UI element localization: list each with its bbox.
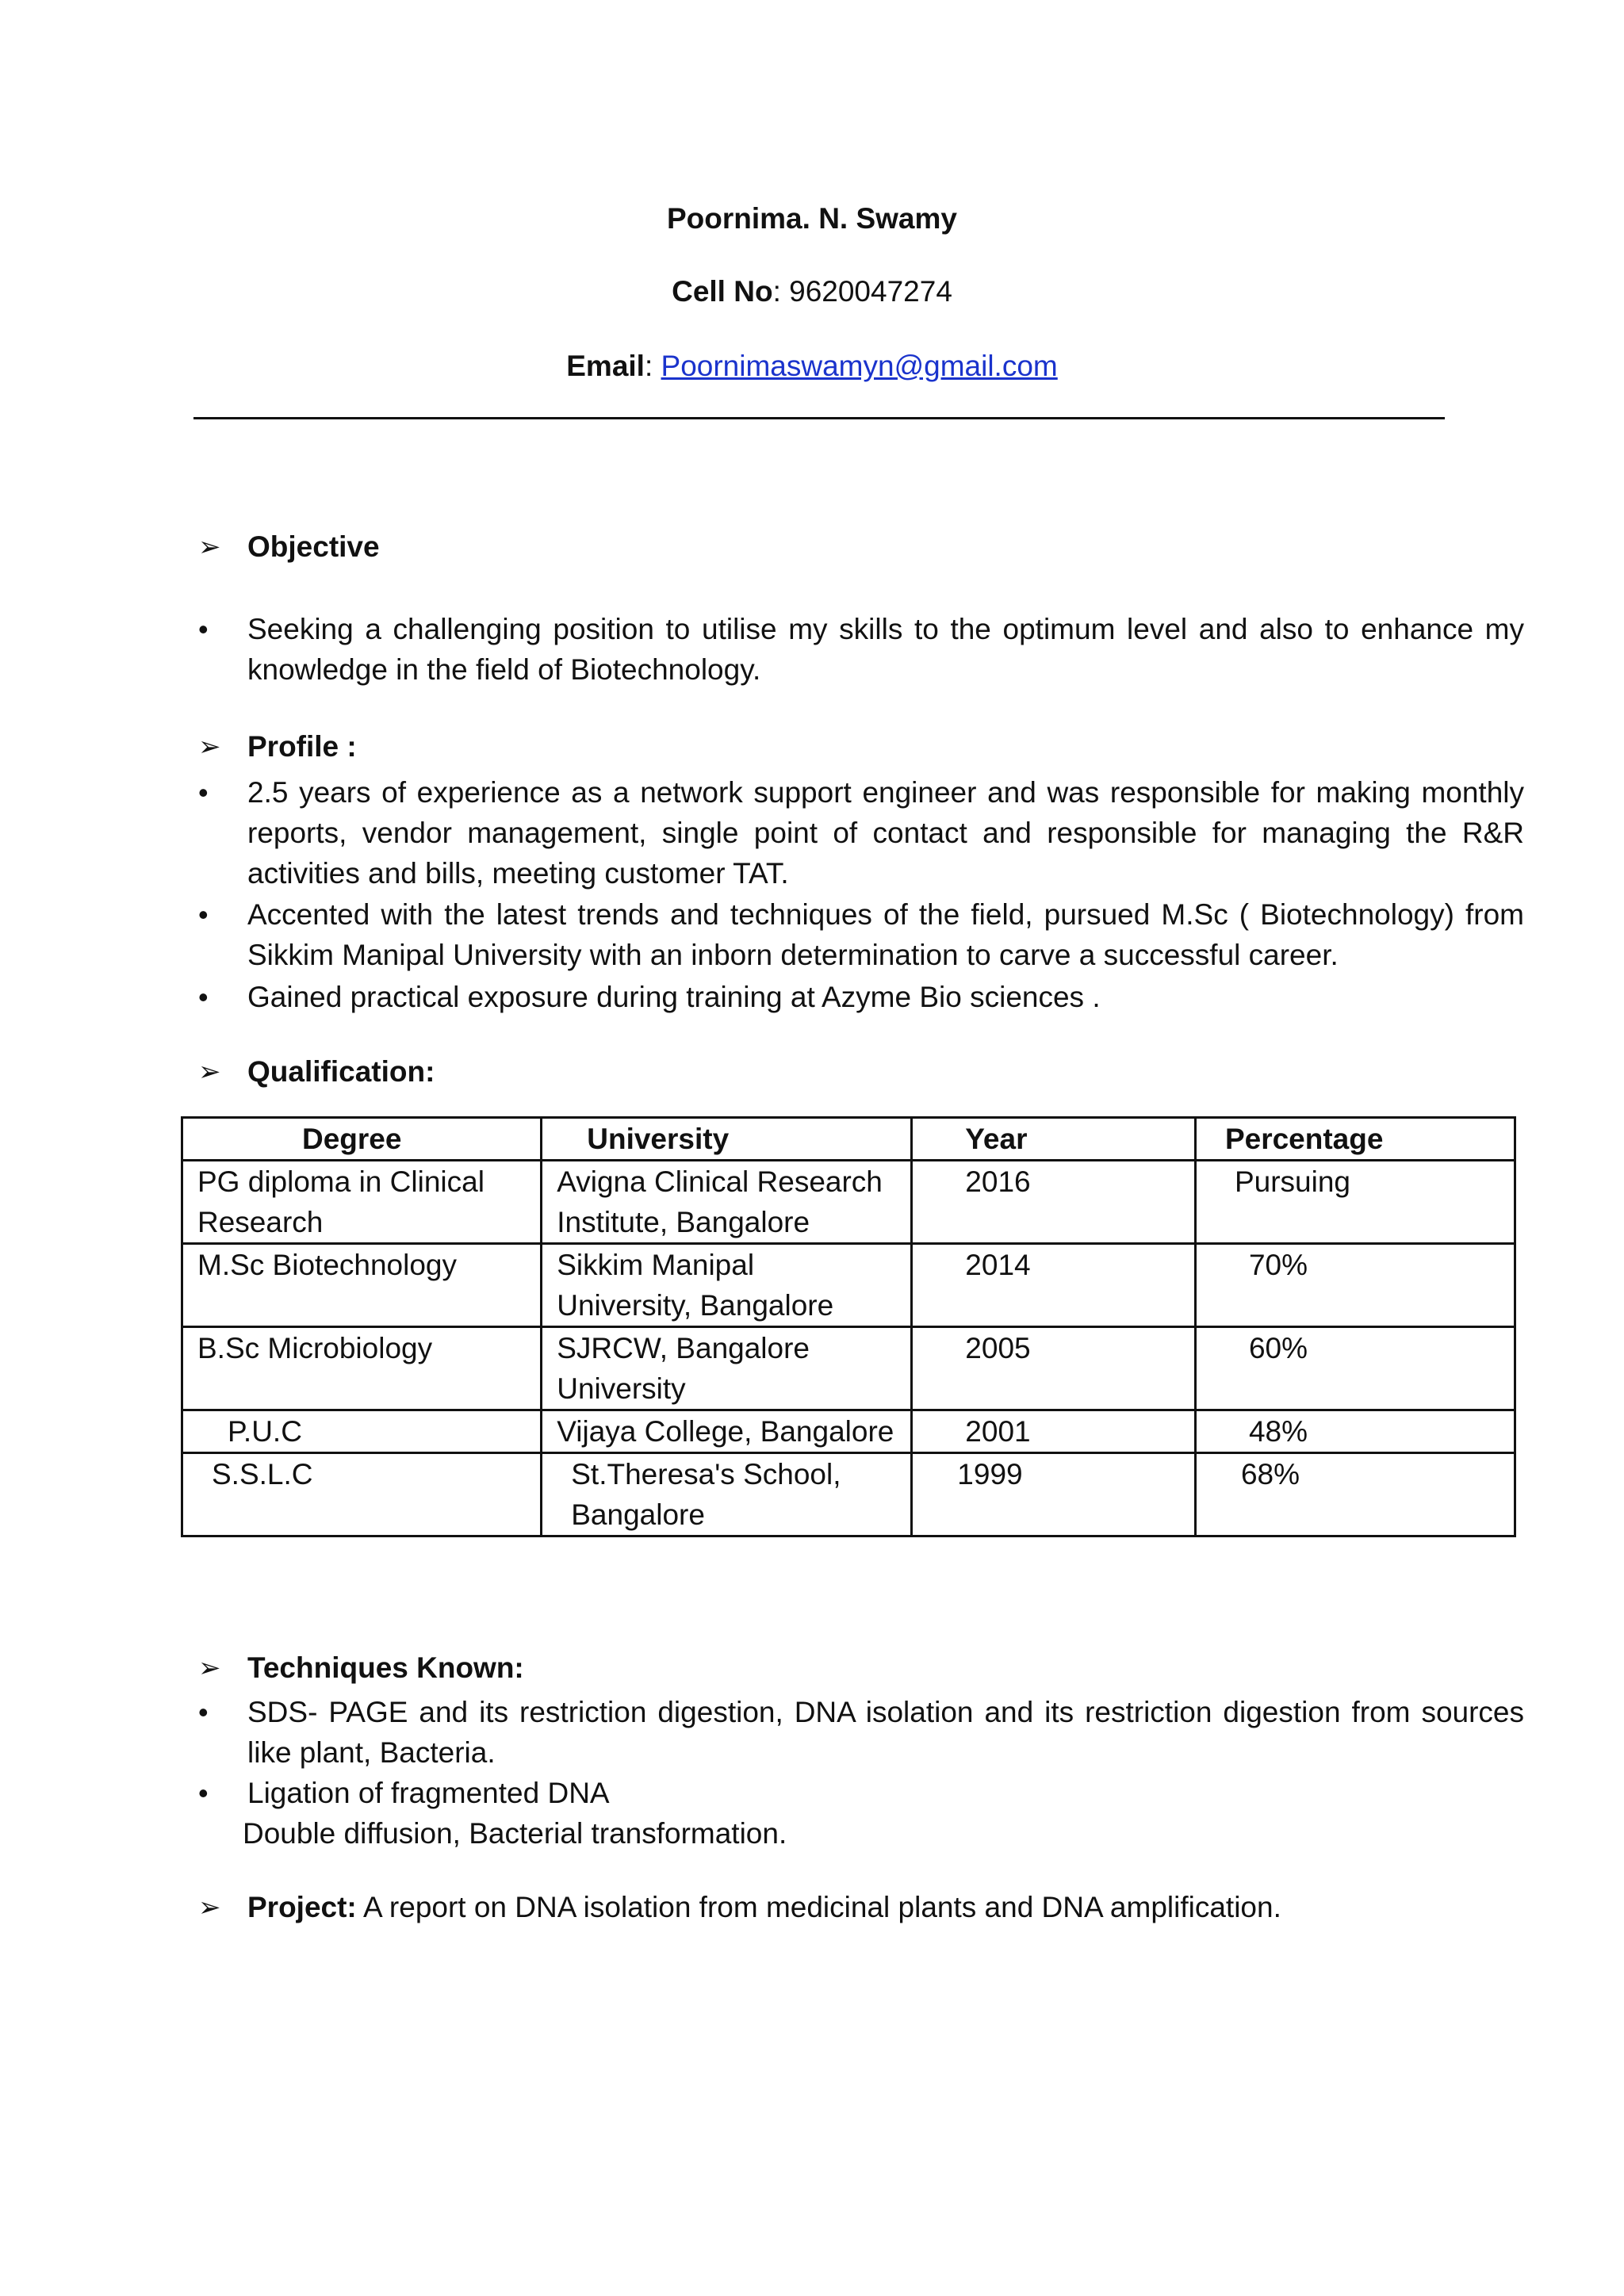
cell-label: Cell No [672,275,773,308]
profile-item-text: 2.5 years of experience as a network support engineer and was responsible for making monthly reports, vendor management, single point of contact and responsible for managing the R&R activities and bills, meeting customer TAT. [247,776,1524,890]
email-line [0,349,1624,384]
header-percentage: Percentage [1195,1118,1515,1161]
header-degree: Degree [182,1118,542,1161]
cell-degree: B.Sc Microbiology [182,1327,542,1410]
table-header-row [182,1118,1515,1161]
qualification-heading [198,1054,435,1089]
objective-item-text: Seeking a challenging position to utilise my skills to the optimum level and also to enhance my knowledge in the field of Biotechnology. [247,613,1524,686]
qualification-title: Qualification: [247,1055,435,1088]
header-divider [193,417,1445,419]
cell-university: St.Theresa's School, Bangalore [542,1453,912,1536]
email-separator: : [644,350,661,382]
candidate-name: Poornima. N. Swamy [667,202,957,235]
header-university: University [542,1118,912,1161]
profile-item [198,772,1524,894]
bullet-icon: • [198,898,209,931]
cell-degree: M.Sc Biotechnology [182,1244,542,1327]
table-row [182,1161,1515,1244]
arrow-bullet-icon: ➢ [198,1057,221,1087]
header-year: Year [912,1118,1196,1161]
table-row [182,1453,1515,1536]
bullet-icon: • [198,981,209,1013]
arrow-bullet-icon: ➢ [198,1653,221,1683]
cell-university: Vijaya College, Bangalore [542,1410,912,1453]
project-heading [198,1890,1281,1925]
profile-item-text: Accented with the latest trends and techniques of the field, pursued M.Sc ( Biotechnology) from Sikkim Manipal University with an inborn determination to carve a successful career. [247,898,1524,971]
qualification-table [181,1116,1516,1537]
profile-item [198,894,1524,975]
objective-item [198,609,1524,690]
arrow-bullet-icon: ➢ [198,732,221,762]
profile-item [198,977,1524,1017]
cell-year: 2001 [912,1410,1196,1453]
profile-title: Profile : [247,730,357,763]
technique-item [198,1773,1524,1813]
email-link[interactable]: Poornimaswamyn@gmail.com [661,350,1058,382]
arrow-bullet-icon: ➢ [198,532,221,562]
bullet-icon: • [198,1696,209,1728]
cell-university: Avigna Clinical Research Institute, Bangalore [542,1161,912,1244]
cell-university: SJRCW, Bangalore University [542,1327,912,1410]
technique-item-text: Ligation of fragmented DNA [247,1777,610,1809]
cell-degree: S.S.L.C [182,1453,542,1536]
profile-heading [198,729,357,764]
table-row [182,1410,1515,1453]
cell-university: Sikkim Manipal University, Bangalore [542,1244,912,1327]
cell-degree: PG diploma in Clinical Research [182,1161,542,1244]
table-row [182,1244,1515,1327]
technique-item [198,1692,1524,1773]
profile-item-text: Gained practical exposure during training at Azyme Bio sciences . [247,981,1101,1013]
cell-percentage: 68% [1195,1453,1515,1536]
cell-year: 1999 [912,1453,1196,1536]
cell-year: 2014 [912,1244,1196,1327]
bullet-icon: • [198,1777,209,1809]
technique-item-text: SDS- PAGE and its restriction digestion, DNA isolation and its restriction digestion from sources like plant, Bacteria. [247,1696,1524,1769]
techniques-heading [198,1651,524,1686]
technique-extra-line: Double diffusion, Bacterial transformation. [243,1817,787,1850]
arrow-bullet-icon: ➢ [198,1892,221,1923]
cell-year: 2005 [912,1327,1196,1410]
cell-percentage: 70% [1195,1244,1515,1327]
bullet-icon: • [198,776,209,809]
objective-heading [198,530,380,564]
objective-title: Objective [247,530,380,563]
cell-degree: P.U.C [182,1410,542,1453]
project-text: A report on DNA isolation from medicinal plants and DNA amplification. [356,1891,1281,1923]
cell-value: : 9620047274 [772,275,952,308]
project-title: Project: [247,1891,357,1923]
cell-percentage: 60% [1195,1327,1515,1410]
cell-year: 2016 [912,1161,1196,1244]
cell-percentage: Pursuing [1195,1161,1515,1244]
bullet-icon: • [198,613,209,645]
cell-percentage: 48% [1195,1410,1515,1453]
techniques-title: Techniques Known: [247,1651,524,1684]
email-label: Email [566,350,645,382]
table-row [182,1327,1515,1410]
cell-number-line [0,274,1624,309]
